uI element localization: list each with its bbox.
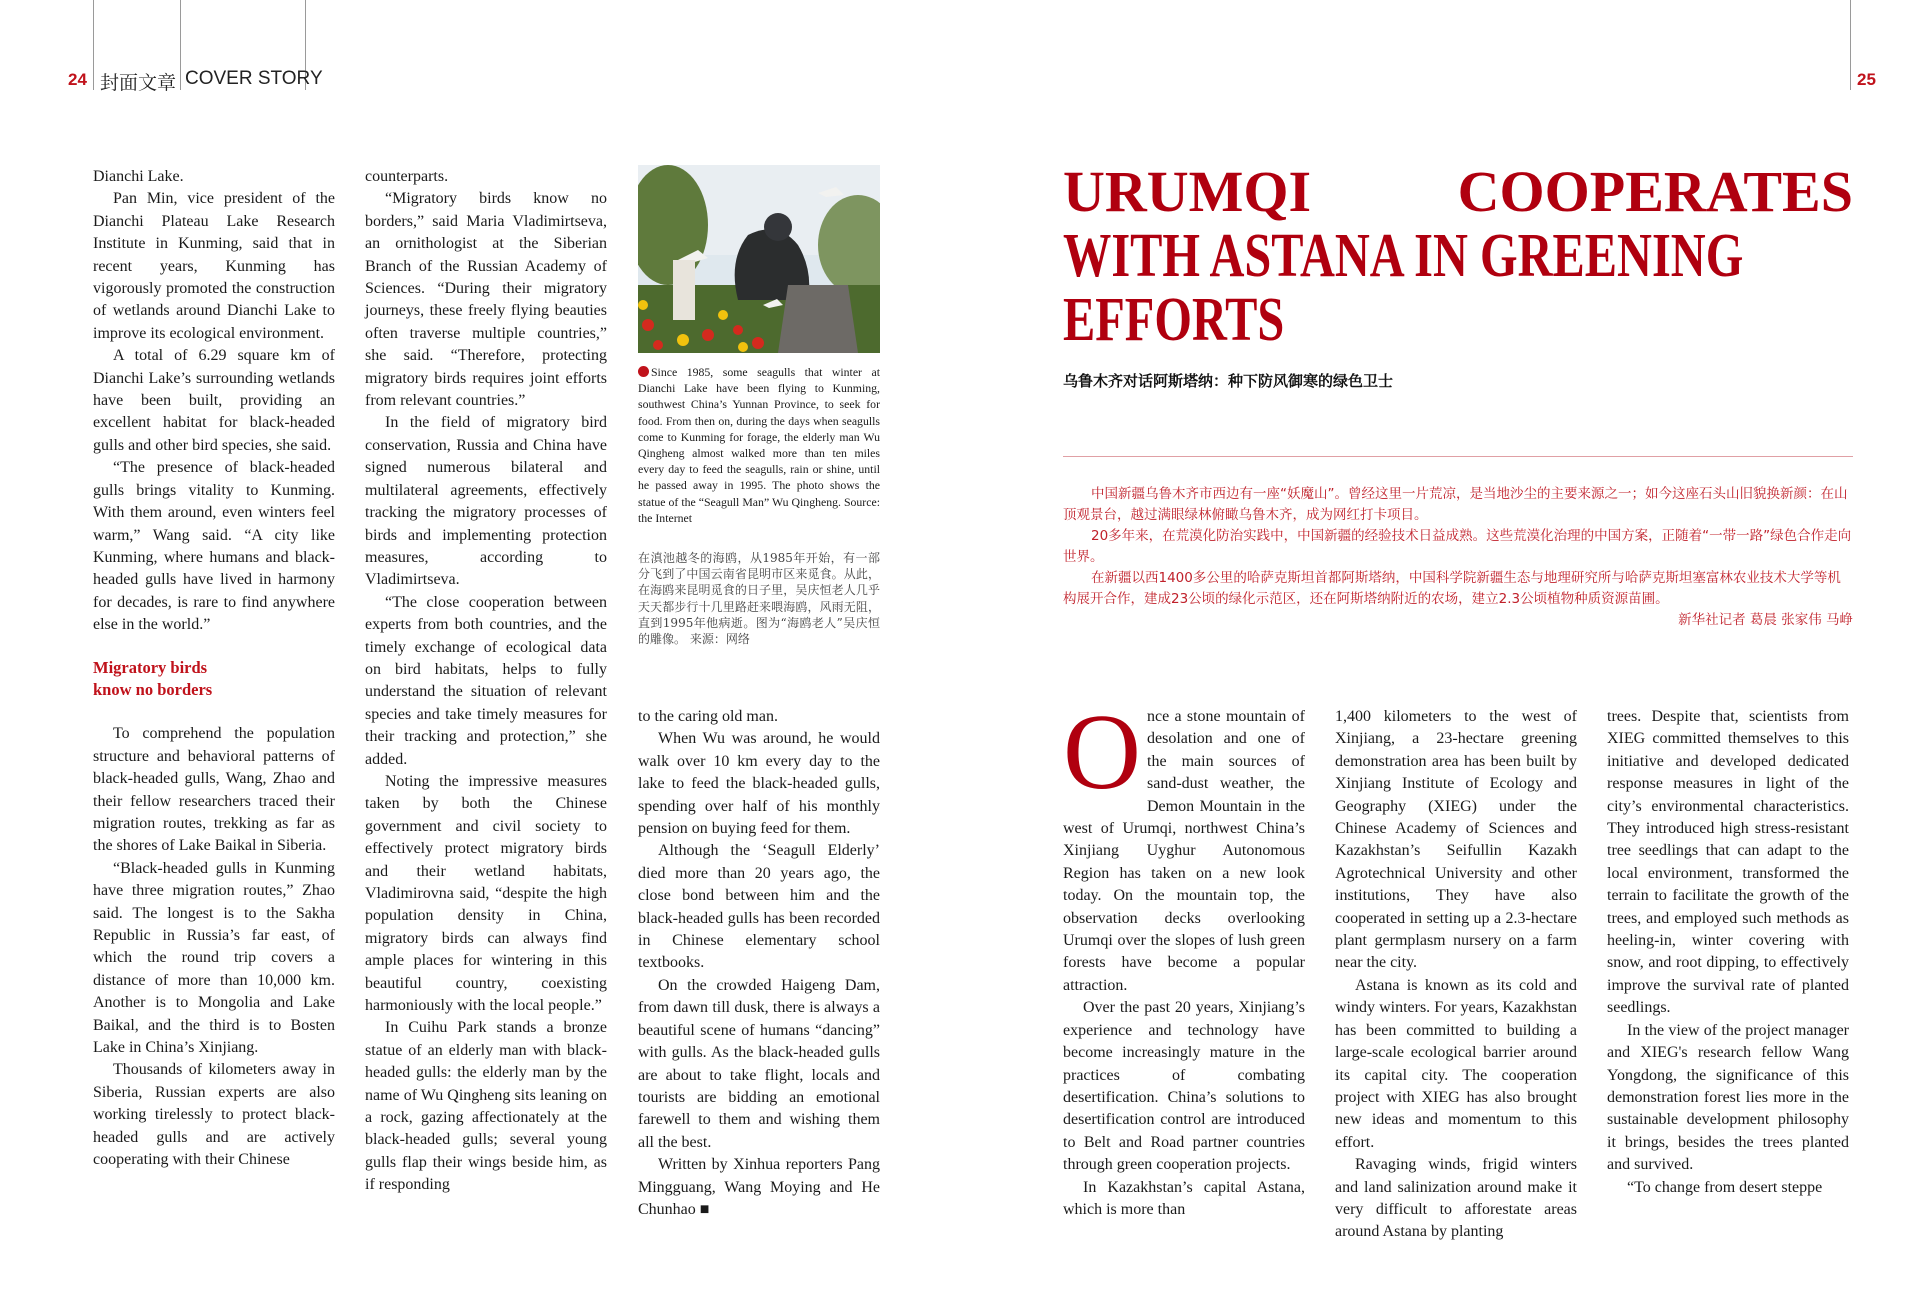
left-page-number: 24 [68, 70, 87, 89]
paragraph: 中国新疆乌鲁木齐市西边有一座“妖魔山”。曾经这里一片荒凉，是当地沙尘的主要来源之一；如今这座石头山旧貌换新颜：在山顶观景台，越过满眼绿林俯瞰乌鲁木齐，成为网红打卡项目。 [1063, 486, 1848, 523]
header-divider [93, 0, 94, 90]
header-divider [1850, 0, 1851, 90]
paragraph: trees. Despite that, scientists from XIEG committed themselves to this initiative and developed dedicated response measures in light of the city’s environmental characteristics. They introduced high stress-resistant tree seedlings that can adapt to the local environment, transformed the terrain to facilitate the growth of the trees, and employed such methods as heeling-in, winter covering with snow, and root dipping, to effectively improve the survival rate of planted seedlings. [1607, 708, 1849, 1017]
paragraph: “The presence of black-headed gulls brings vitality to Kunming. With them around, even winters feel warm,” Wang said. “A city like Kunming, where humans and black-headed gulls have lived in harmony for decades, is rare to find anywhere else in the world.” [93, 459, 335, 634]
paragraph-text: nce a stone mountain of desolation and one of the main sources of sand-dust weather, the Demon Mountain in the west of Urumqi, northwest China’s Xinjiang Uyghur Autonomous Region has taken on a new look today. On the mountain top, the observation decks overlooking Urumqi over the slopes of lush green forests have become a popular attraction. [1063, 708, 1305, 994]
right-column-3 [1607, 706, 1849, 1199]
paragraph: In the view of the project manager and XIEG's research fellow Wang Yongdong, the significance of this demonstration forest lies more in the sustainable development philosophy it brings, besides the trees planted and survived. [1607, 1021, 1849, 1174]
paragraph [1063, 693, 1305, 997]
paragraph: When Wu was around, he would walk over 10 km every day to the lake to feed the black-headed gulls, spending over half of his monthly pension on buying feed for them. [638, 730, 880, 838]
paragraph: Written by Xinhua reporters Pang Mingguang, Wang Moying and He Chunhao ■ [638, 1156, 880, 1218]
paragraph: On the crowded Haigeng Dam, from dawn till dusk, there is always a beautiful scene of humans “dancing” with gulls. As the black-headed gulls are about to take flight, locals and tourists are bidding an emotional farewell to them and wishing them all the best. [638, 976, 880, 1151]
header-divider [180, 0, 181, 90]
caption-text: Since 1985, some seagulls that winter at Dianchi Lake have been flying to Kunming, southwest China’s Yunnan Province, to seek for food. From then on, during the days when seagulls come to Kunming for forage, the elderly man Wu Qingheng almost walked more than ten miles every day to feed the seagulls, rain or shine, until he passed away in 1995. The photo shows the statue of the “Seagull Man” Wu Qingheng. Source: the Internet [638, 365, 880, 525]
heading-line: know no borders [93, 679, 213, 699]
paragraph: to the caring old man. [638, 708, 778, 725]
intro-zh [1063, 484, 1853, 631]
section-label-zh: 封面文章 [100, 73, 177, 94]
heading-line: Migratory birds [93, 657, 208, 677]
paragraph: “To change from desert steppe [1627, 1178, 1823, 1196]
paragraph: Although the ‘Seagull Elderly’ died more than 20 years ago, the close bond between him and the black-headed gulls has been recorded in Chinese elementary school textbooks. [638, 842, 880, 972]
paragraph: 在新疆以西1400多公里的哈萨克斯坦首都阿斯塔纳，中国科学院新疆生态与地理研究所与哈萨克斯坦塞富林农业技术大学等机构展开合作，建成23公顷的绿化示范区，还在阿斯塔纳附近的农场，建立2.3公顷植物种质资源苗圃。 [1063, 570, 1841, 607]
section-heading [93, 657, 335, 702]
paragraph: “Black-headed gulls in Kunming have three migration routes,” Zhao said. The longest is to the Sakha Republic in Russia’s far east, of which the round trip covers a distance of more than 10,000 km. Another is to Mongolia and Lake Baikal, and the third is to Bosten Lake in China’s Xinjiang. [93, 859, 335, 1057]
photo-caption-zh: 在滇池越冬的海鸥，从1985年开始，有一部分飞到了中国云南省昆明市区来觅食。从此，在海鸥来昆明觅食的日子里，吴庆恒老人几乎天天都步行十几里路赶来喂海鸥，风雨无阻，直到1995年他病逝。图为“海鸥老人”吴庆恒的雕像。 来源：网络 [638, 551, 880, 647]
title-line: WITH ASTANA IN GREENING [1063, 222, 1744, 290]
left-column-1 [93, 166, 335, 1171]
paragraph: Dianchi Lake. [93, 168, 184, 185]
right-column-1 [1063, 693, 1305, 1221]
paragraph: Pan Min, vice president of the Dianchi Plateau Lake Research Institute in Kunming, said that in recent years, Kunming has vigorously promoted the construction of wetlands around Dianchi Lake to improve its ecological environment. [93, 190, 335, 342]
divider [1063, 456, 1853, 457]
paragraph: 20多年来，在荒漠化防治实践中，中国新疆的经验技术日益成熟。这些荒漠化治理的中国方案，正随着“一带一路”绿色合作走向世界。 [1063, 528, 1852, 565]
camera-icon [638, 366, 649, 377]
article-title [1063, 160, 1853, 352]
paragraph: 1,400 kilometers to the west of Xinjiang, a 23-hectare greening demonstration area has been built by Xinjiang Institute of Ecology and Geography (XIEG) under the Chinese Academy of Sciences and Kazakhstan’s Seifullin Kazakh Agrotechnical University and other institutions, They have also cooperated in setting up a 2.3-hectare plant germplasm nursery on a farm near the city. [1335, 708, 1577, 972]
article-subtitle-zh: 乌鲁木齐对话阿斯塔纳：种下防风御寒的绿色卫士 [1063, 372, 1394, 390]
paragraph: In Kazakhstan’s capital Astana, which is more than [1063, 1178, 1305, 1218]
paragraph: counterparts. [365, 168, 449, 185]
paragraph: Thousands of kilometers away in Siberia, Russian experts are also working tirelessly to protect black-headed gulls and are actively cooperating with their Chinese [93, 1061, 335, 1169]
seagull-man-statue-photo [638, 165, 880, 353]
title-line: URUMQI COOPERATES [1063, 159, 1853, 224]
right-page-number: 25 [1857, 70, 1876, 89]
paragraph: Over the past 20 years, Xinjiang’s experience and technology have become increasingly mature in the practices of combating desertification. China’s solutions to desertification control are introduced to Belt and Road partner countries through green cooperation projects. [1063, 999, 1305, 1174]
paragraph: “Migratory birds know no borders,” said Maria Vladimirtseva, an ornithologist at the Siberian Branch of the Russian Academy of Sciences. “During their migratory journeys, these freely flying beauties often traverse multiple countries,” she said. “Therefore, protecting migratory birds requires joint efforts from relevant countries.” [365, 190, 607, 410]
paragraph: Astana is known as its cold and windy winters. For years, Kazakhstan has been committed to building a large-scale ecological barrier around its capital city. The cooperation project with XIEG has also brought new ideas and momentum to this effort. [1335, 976, 1577, 1151]
byline: 新华社记者 葛晨 张家伟 马峥 [1678, 612, 1853, 628]
title-line: EFFORTS [1063, 286, 1285, 354]
section-label-en: COVER STORY [185, 68, 323, 89]
paragraph: Ravaging winds, frigid winters and land salinization around make it very difficult to afforestate areas around Astana by planting [1335, 1156, 1577, 1241]
left-column-2 [365, 166, 607, 1197]
paragraph: To comprehend the population structure and behavioral patterns of black-headed gulls, Wang, Zhao and their fellow researchers traced their migration routes, trekking as far as the shores of Lake Baikal in Siberia. [93, 725, 335, 855]
photo-caption-en [638, 364, 880, 526]
paragraph: “The close cooperation between experts from both countries, and the timely exchange of ecological data on bird habitats, helps to fully understand the situation of relevant species and take timely measures for their tracking and protection,” she added. [365, 593, 607, 768]
paragraph: A total of 6.29 square km of Dianchi Lake’s surrounding wetlands have been built, providing an excellent habitat for black-headed gulls and other bird species, she said. [93, 347, 335, 454]
drop-cap: O [1063, 693, 1141, 812]
left-column-3 [638, 706, 880, 1221]
paragraph: In Cuihu Park stands a bronze statue of an elderly man with black-headed gulls: the elderly man by the name of Wu Qingheng sits leaning on a rock, gazing affectionately at the black-headed gulls; several young gulls flap their wings beside him, as if responding [365, 1019, 607, 1194]
paragraph: In the field of migratory bird conservation, Russia and China have signed numerous bilateral and multilateral agreements, effectively tracking the migratory processes of birds and implementing protection measures, according to Vladimirtseva. [365, 414, 607, 589]
right-column-2 [1335, 706, 1577, 1244]
paragraph: Noting the impressive measures taken by both the Chinese government and civil society to effectively protect migratory birds and their wetland habitats, Vladimirovna said, “despite the high population density in China, migratory birds can always find ample places for wintering in this beautiful country, coexisting harmoniously with the local people.” [365, 772, 607, 1015]
